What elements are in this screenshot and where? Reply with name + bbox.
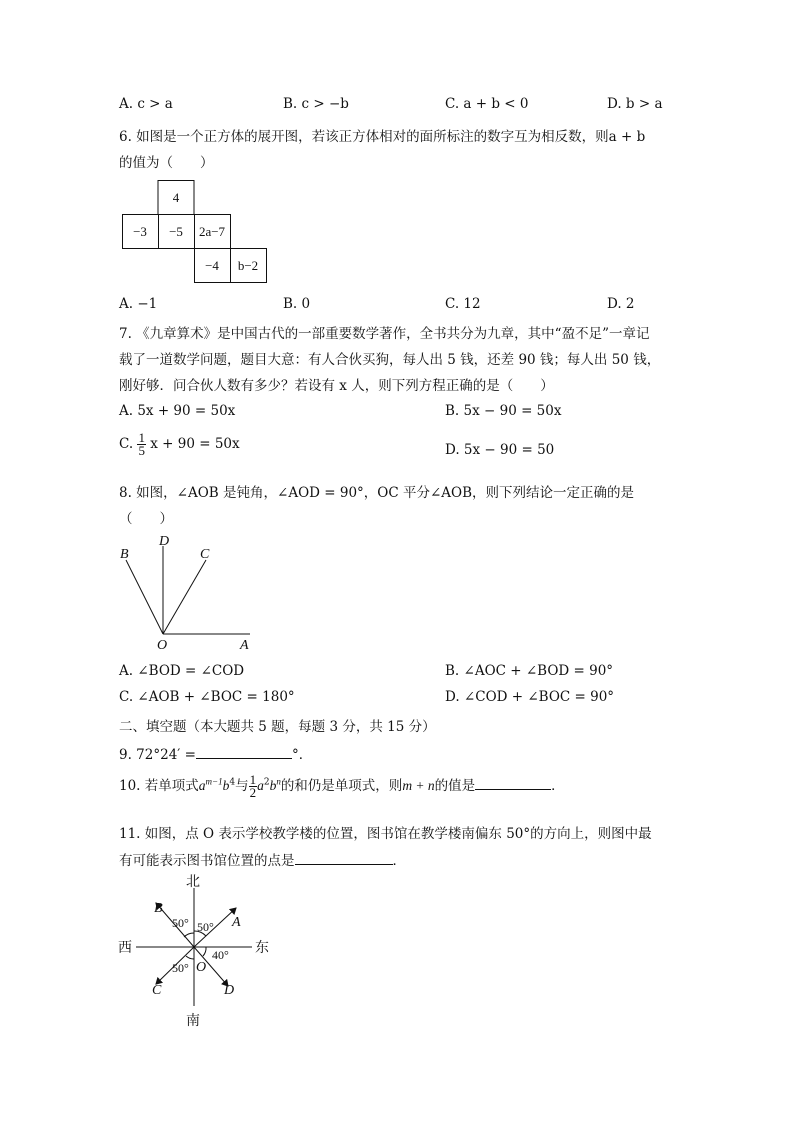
q10-mono2-a-exp: 2 [263, 777, 270, 788]
fraction-denominator: 2 [249, 785, 257, 800]
q8-stem-line1: 8. 如图，∠AOB 是钝角，∠AOD = 90°，OC 平分∠AOB，则下列结论一定正确的是 [119, 485, 635, 501]
q11-end: ． [392, 853, 406, 869]
q5-option-b: B. c > −b [283, 96, 349, 112]
q10-mono2-b: b [269, 778, 277, 793]
compass-south-label: 南 [186, 1014, 200, 1028]
q11-stem-line1: 11. 如图，点 O 表示学校教学楼的位置，图书馆在教学楼南偏东 50°的方向上，则图中最 [119, 826, 652, 842]
net-face-bottom-right: b−2 [237, 258, 259, 273]
net-face-top: 4 [172, 190, 180, 205]
angle-label-sc: 50° [172, 961, 189, 975]
point-o-label: O [196, 960, 207, 975]
q10-end: ． [551, 778, 565, 794]
angle-figure [116, 532, 260, 654]
point-d-label: D [224, 983, 235, 998]
q10-mono2-a: a [257, 778, 264, 793]
angle-label-ed: 40° [212, 948, 229, 962]
q6-stem-line1: 6. 如图是一个正方体的展开图，若该正方体相对的面所标注的数字互为相反数，则a + b [119, 129, 646, 145]
net-face-center: −5 [169, 224, 183, 239]
q9-text-before: 9. 72°24′ = [119, 747, 196, 763]
point-d-label: D [159, 534, 170, 549]
q10-post: 的和仍是单项式，则 [280, 778, 403, 794]
q10-answer-blank[interactable] [475, 775, 551, 790]
q11-stem-text: 有可能表示图书馆位置的点是 [119, 853, 295, 869]
q9-text-after: °． [291, 747, 313, 763]
q10-fraction [249, 774, 258, 799]
q10-mono1-a-exp: m−1 [205, 776, 223, 787]
q6-option-d: D. 2 [607, 296, 635, 312]
net-face-bottom: −4 [205, 258, 219, 273]
q7-option-c-label: C. [119, 436, 134, 452]
angle-label-na: 50° [197, 920, 214, 934]
q7-option-d: D. 5x − 90 = 50 [445, 442, 555, 458]
q5-option-d: D. b > a [607, 96, 663, 112]
q10-mono2-b-exp: n [276, 776, 281, 787]
q10-mono1-b: b [222, 778, 230, 793]
compass-north-label: 北 [186, 875, 200, 890]
q11-stem-line2 [119, 849, 406, 869]
point-a-label: A [240, 638, 249, 653]
fraction-numerator: 1 [249, 772, 257, 787]
q9-answer-blank[interactable] [196, 744, 292, 759]
q10-prefix: 10. 若单项式 [119, 778, 199, 794]
point-a-label: A [232, 915, 241, 930]
net-face-left: −3 [133, 224, 147, 239]
q10-connector: 与 [235, 778, 249, 794]
q8-option-a: A. ∠BOD = ∠COD [119, 663, 245, 679]
q10-mono1-a: a [198, 778, 206, 793]
fraction-numerator: 1 [138, 430, 145, 445]
compass-west-label: 西 [118, 941, 132, 956]
compass-east-label: 东 [255, 941, 269, 956]
fraction-denominator: 5 [138, 443, 145, 458]
q8-stem-line2: （ ） [119, 511, 173, 527]
q6-option-c: C. 12 [445, 296, 481, 312]
net-face-right: 2a−7 [198, 224, 226, 239]
q5-option-c: C. a + b < 0 [445, 96, 529, 112]
point-o-label: O [157, 638, 168, 653]
q7-option-b: B. 5x − 90 = 50x [445, 403, 562, 419]
q8-option-b: B. ∠AOC + ∠BOD = 90° [445, 663, 614, 679]
q6-option-b: B. 0 [283, 296, 311, 312]
compass-figure [114, 870, 280, 1028]
point-b-label: B [154, 901, 163, 916]
point-c-label: C [152, 983, 162, 998]
angle-label-bn: 50° [172, 916, 189, 930]
q7-option-a: A. 5x + 90 = 50x [119, 403, 236, 419]
q10-line [119, 774, 565, 799]
q7-option-c-rest: x + 90 = 50x [150, 436, 240, 452]
q11-answer-blank[interactable] [295, 850, 393, 865]
q8-option-d: D. ∠COD + ∠BOC = 90° [445, 689, 615, 705]
q7-option-c-fraction [137, 432, 146, 457]
q10-expression: m + n [402, 778, 435, 793]
q10-post2: 的值是 [434, 778, 476, 794]
q8-option-c: C. ∠AOB + ∠BOC = 180° [119, 689, 295, 705]
q7-stem-line2: 载了一道数学问题，题目大意：有人合伙买狗，每人出 5 钱，还差 90 钱；每人出 50 钱， [119, 352, 661, 368]
q6-option-a: A. −1 [119, 296, 158, 312]
q10-mono1-b-exp: 4 [229, 777, 236, 788]
q7-stem-line3: 刚好够．问合伙人数有多少？若设有 x 人，则下列方程正确的是（ ） [119, 378, 554, 394]
q7-stem-line1: 7. 《九章算术》是中国古代的一部重要数学著作，全书共分为九章，其中“盈不足”一章记 [119, 326, 650, 342]
q5-option-a: A. c > a [119, 96, 173, 112]
q6-stem-line2: 的值为（ ） [119, 155, 214, 171]
point-b-label: B [120, 547, 129, 562]
cube-net-figure [122, 180, 268, 284]
q9-line [119, 743, 312, 763]
section-heading: 二、填空题（本大题共 5 题，每题 3 分，共 15 分） [119, 719, 436, 735]
q7-option-c [119, 432, 240, 457]
point-c-label: C [200, 547, 210, 562]
